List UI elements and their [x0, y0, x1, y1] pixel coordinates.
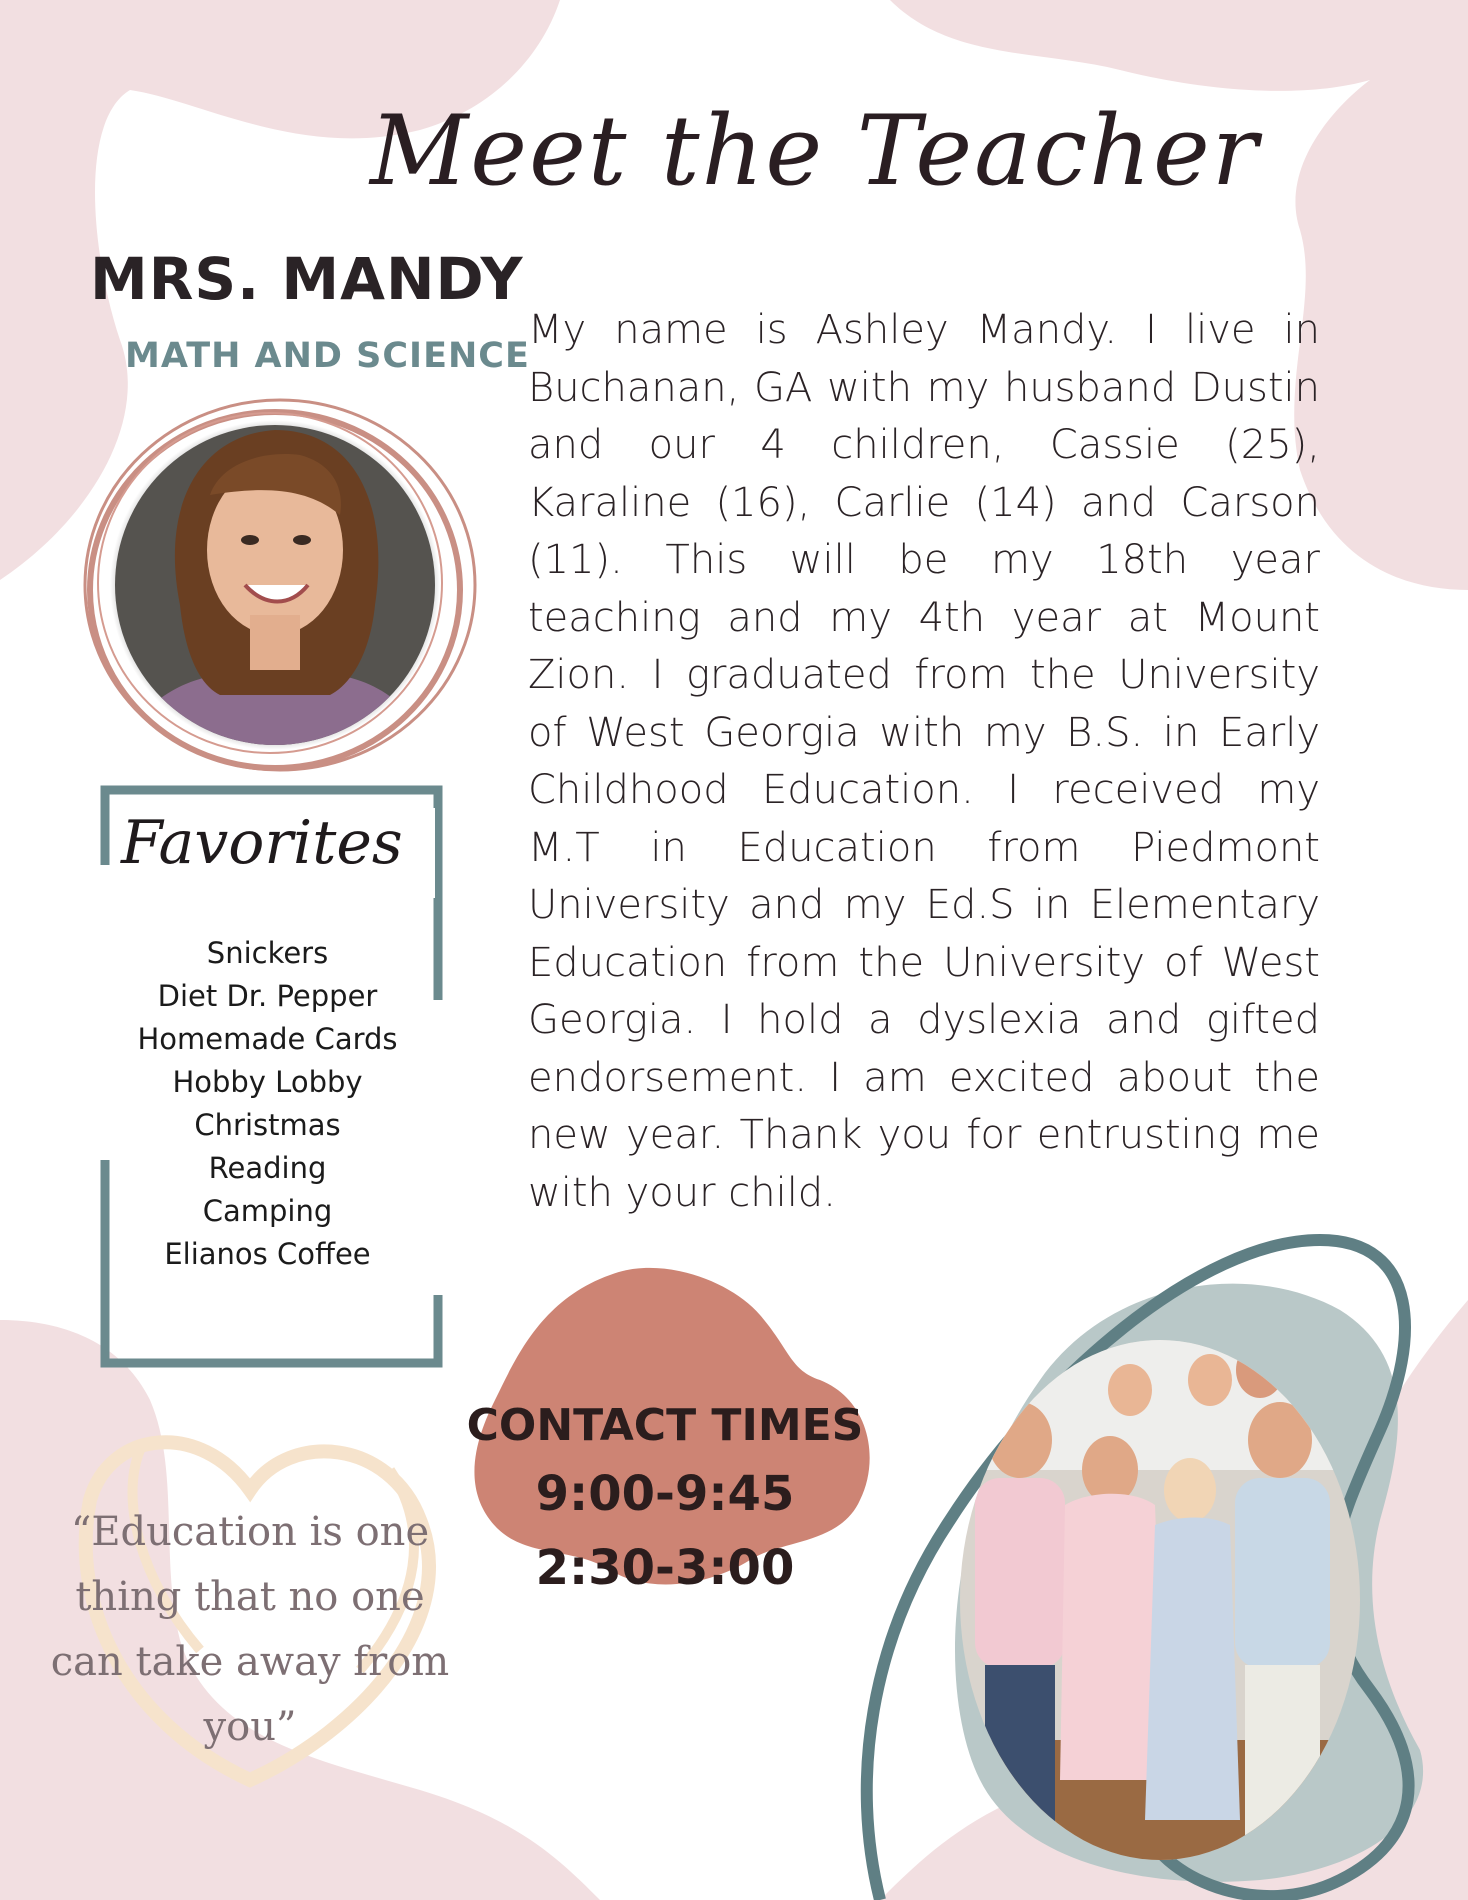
favorites-list: [105, 932, 430, 1276]
favorite-item: Snickers: [206, 936, 329, 970]
quote-text: “Education is one thing that no one can take away from you”: [50, 1509, 450, 1750]
teacher-portrait: [70, 385, 490, 785]
teacher-bio: My name is Ashley Mandy. I live in Buchanan, GA with my husband Dustin and our 4 children, Cassie (25), Karaline (16), Carlie (14) and Carson (11). This will be my 18th year teaching and my 4th year at Mount Zion. I graduated from the University of West Georgia with my B.S. in Early Childhood Education. I received my M.T in Education from Piedmont University and my Ed.S in Elementary Education from the University of West Georgia. I hold a dyslexia and gifted endorsement. I am excited about the new year. Thank you for entrusting me with your child.: [528, 307, 1320, 1216]
contact-time-morning: 9:00-9:45: [535, 1466, 795, 1522]
family-photo: [780, 1220, 1468, 1900]
teacher-subject: MATH AND SCIENCE: [125, 336, 530, 376]
favorite-item: Camping: [202, 1194, 333, 1228]
contact-time-afternoon: 2:30-3:00: [535, 1540, 795, 1596]
favorite-item: Elianos Coffee: [164, 1237, 371, 1271]
page-title: Meet the Teacher: [370, 95, 1260, 207]
contact-label: CONTACT TIMES: [466, 1400, 864, 1451]
favorite-item: Diet Dr. Pepper: [157, 979, 378, 1013]
teacher-name: MRS. MANDY: [90, 245, 524, 313]
favorite-item: Homemade Cards: [137, 1022, 398, 1056]
favorites-title: Favorites: [115, 808, 435, 898]
favorite-item: Christmas: [194, 1108, 341, 1142]
favorite-item: Reading: [208, 1151, 327, 1185]
favorite-item: Hobby Lobby: [172, 1065, 363, 1099]
